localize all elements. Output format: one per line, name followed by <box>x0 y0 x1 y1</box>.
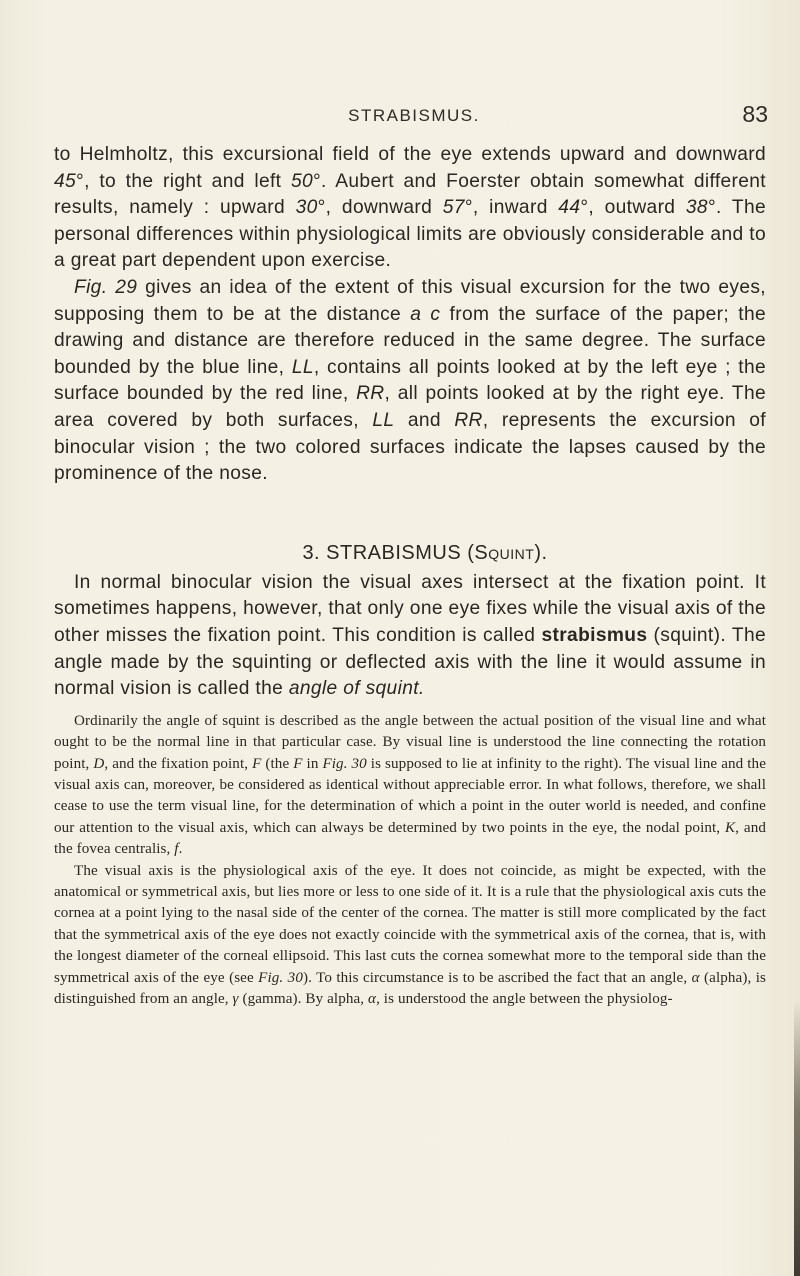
italic-run: F <box>293 755 303 772</box>
running-head: STRABISMUS. <box>348 106 480 125</box>
italic-run: α <box>368 990 377 1007</box>
text-run: , represents the excursion of binocular vision ; the two colored surfaces indicate the lapses caused by the prominence of the nose. <box>54 409 766 485</box>
text-run: °. Aubert and Foerster obtain somewhat different results, namely : upward <box>54 170 766 219</box>
text-run: Ordinarily the angle of squint is described as the angle between the actual position of the visual line and what ought to be the normal line in that particular case. By visual line is understood the line connecting the rotation point, <box>54 712 766 772</box>
page-header <box>54 101 774 134</box>
heading-text: 3. STRABISMUS ( <box>302 541 475 564</box>
italic-run: γ <box>232 990 239 1007</box>
italic-run: 30 <box>295 197 318 219</box>
text-run: °, downward <box>317 197 443 219</box>
text-run: (squint). The angle made by the squinting or deflected axis with the line it would assume in normal vision is called the <box>54 624 766 700</box>
page-edge-shadow <box>794 1000 800 1276</box>
text-run: , all points looked at by the right eye. The area covered by both surfaces, <box>54 383 766 431</box>
italic-run: Fig. 30 <box>322 755 367 772</box>
paragraph-fig-29 <box>54 275 766 488</box>
paragraph-excursional-field <box>54 142 766 275</box>
paragraph-visual-axis <box>54 861 766 1011</box>
text-run: °. The personal differences within physiological limits are obviously considerable and to a great part dependent upon exercise. <box>54 197 766 272</box>
italic-run: f <box>174 841 179 858</box>
heading-subtitle: Squint <box>474 541 535 564</box>
italic-run: K <box>725 819 736 836</box>
body-text <box>54 142 766 1010</box>
text-run: and <box>394 409 455 431</box>
paragraph-strabismus-definition <box>54 570 766 703</box>
text-run: , is understood the angle between the physiolog- <box>376 990 673 1007</box>
text-run: (the <box>261 755 294 772</box>
text-run: is supposed to lie at infinity to the right). The visual line and the visual axis can, moreover, be considered as identical without appreciable error. In what follows, therefore, we shall cease to use the term visual line, for the determination of which a point in the outer world is needed, and confine our attention to the visual axis, which can always be determined by two points in the eye, the nodal point, <box>54 755 766 836</box>
italic-run: 50 <box>290 170 313 192</box>
italic-run: RR <box>356 383 385 405</box>
heading-text: ). <box>534 541 548 564</box>
italic-run: D <box>93 755 105 772</box>
italic-run: LL <box>372 409 395 431</box>
text-run: °, inward <box>464 197 559 219</box>
italic-run: α <box>691 969 700 986</box>
text-run: gives an idea of the extent of this visual excursion for the two eyes, supposing them to be at the distance <box>54 276 766 325</box>
text-run: . <box>178 841 183 858</box>
text-run: in <box>302 755 323 772</box>
text-run: to Helmholtz, this excursional field of the eye extends upward and downward <box>54 144 766 165</box>
text-run: , and the fovea centralis, <box>54 819 767 858</box>
text-run: from the surface of the paper; the drawing and distance are therefore reduced in the same degree. The surface bounded by the blue line, <box>54 303 766 378</box>
text-run: , contains all points looked at by the left eye ; the surface bounded by the red line, <box>54 356 766 405</box>
italic-run: 57 <box>442 197 465 219</box>
italic-run: 45 <box>54 170 77 192</box>
italic-run: F <box>252 755 262 772</box>
page-number: 83 <box>742 101 768 127</box>
italic-term: angle of squint. <box>288 678 425 700</box>
italic-run: RR <box>454 409 483 431</box>
text-run: ). To this circumstance is to be ascribed the fact that an angle, <box>302 969 692 986</box>
text-run: °, to the right and left <box>76 170 291 192</box>
italic-run: Fig. 29 <box>74 276 138 298</box>
text-run: , and the fixation point, <box>104 755 253 772</box>
italic-run: LL <box>291 356 314 378</box>
italic-run: 44 <box>558 197 581 219</box>
text-run: The visual axis is the physiological axis of the eye. It does not coincide, as might be expected, with the anatomical or symmetrical axis, but lies more or less to one side of it. It is a rule that the physiological axis cuts the cornea at a point lying to the nasal side of the center of the cornea. The matter is still more complicated by the fact that the symmetrical axis of the eye does not exactly coincide with the symmetrical axis of the cornea, that is, with the longest diameter of the corneal ellipsoid. This last cuts the cornea somewhat more to the temporal side than the symmetrical axis of the eye (see <box>54 862 766 986</box>
italic-run: a c <box>410 303 441 325</box>
bold-term: strabismus <box>541 624 648 646</box>
text-run: °, outward <box>580 197 686 219</box>
paragraph-angle-of-squint <box>54 711 766 861</box>
text-run: In normal binocular vision the visual axes intersect at the fixation point. It sometimes happens, however, that only one eye fixes while the visual axis of the other misses the fixation point. This condition is called <box>54 571 766 646</box>
text-run: (gamma). By alpha, <box>238 990 369 1007</box>
text-run: (alpha), is distinguished from an angle, <box>54 969 766 1007</box>
italic-run: Fig. 30 <box>258 969 303 986</box>
section-heading <box>54 540 766 566</box>
italic-run: 38 <box>685 197 708 219</box>
